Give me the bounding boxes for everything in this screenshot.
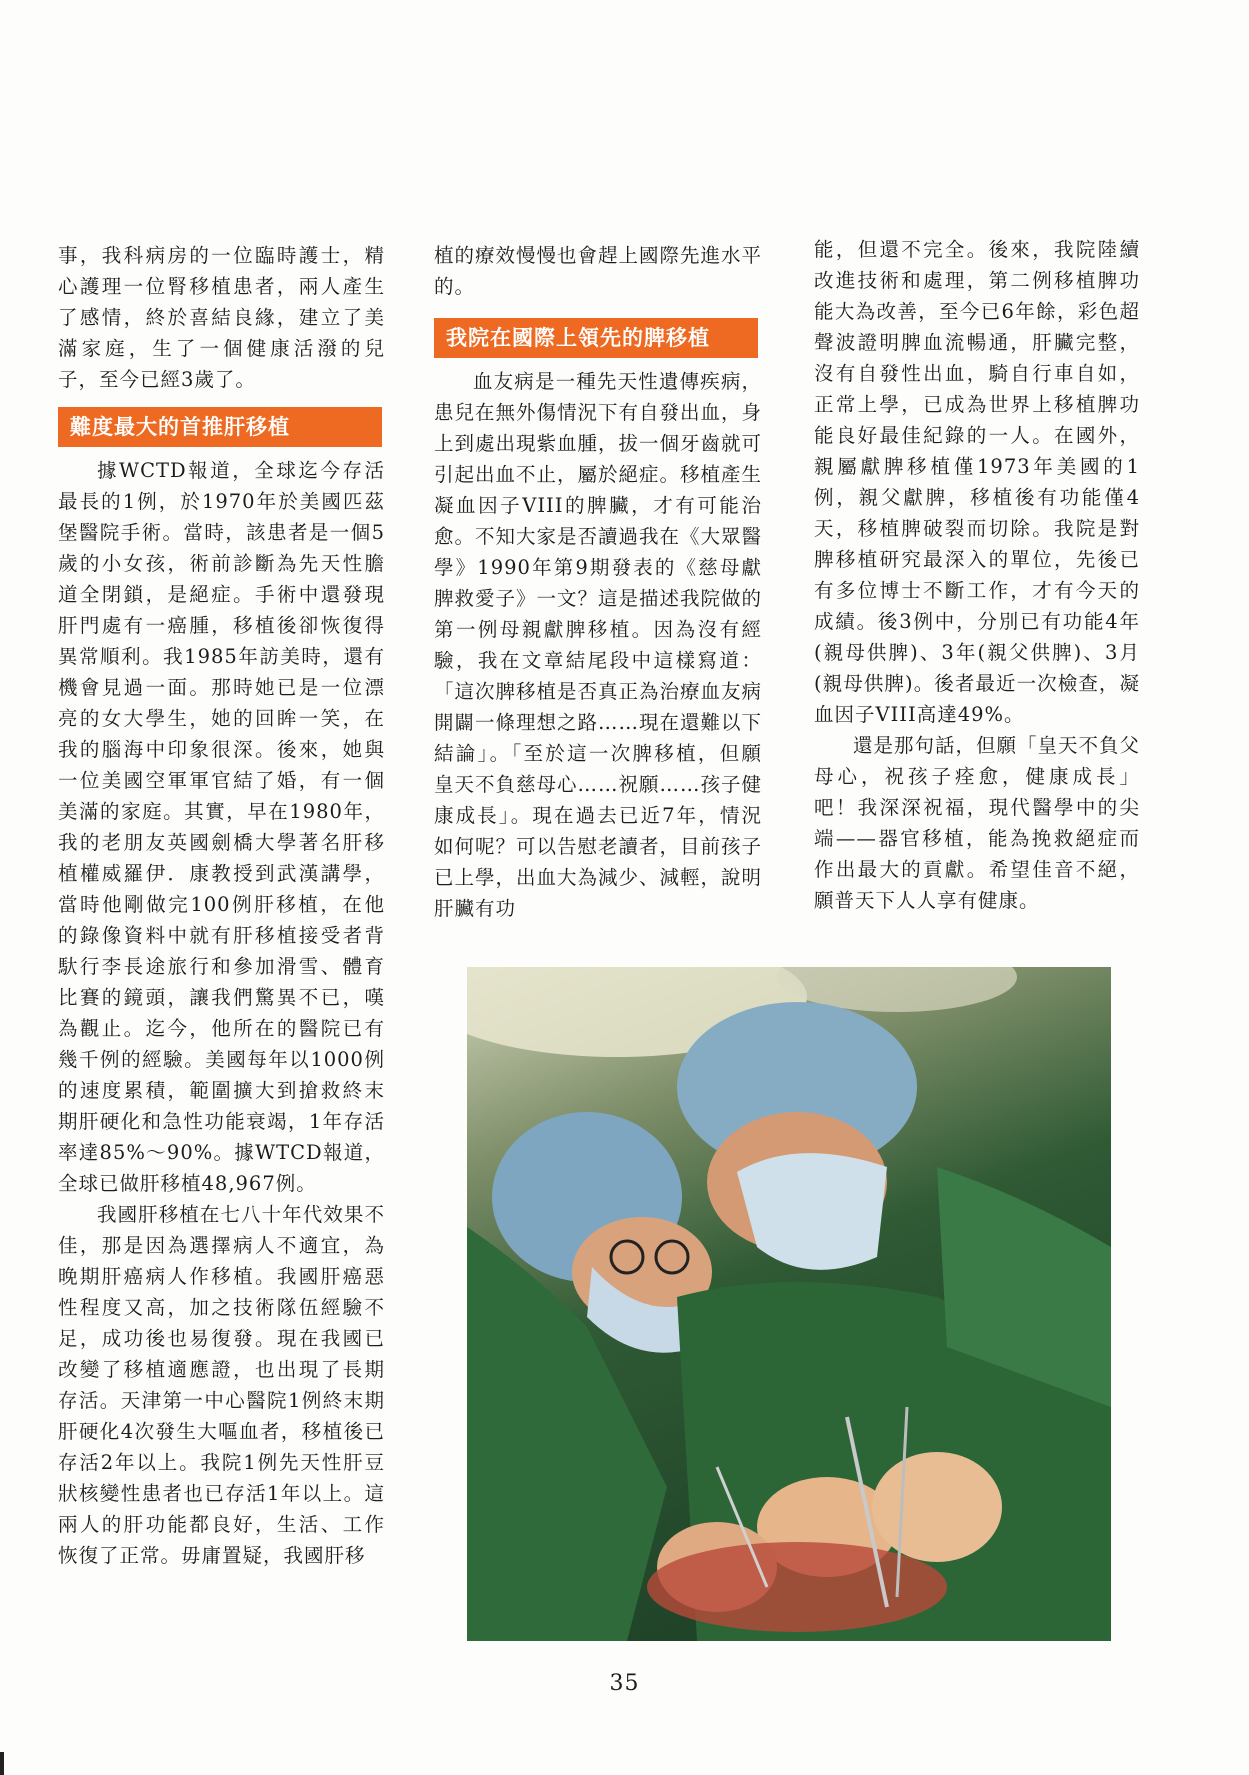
paragraph: 血友病是一種先天性遺傳疾病，患兒在無外傷情況下有自發出血，身上到處出現紫血腫，拔一個牙齒就可引起出血不止，屬於絕症。移植產生凝血因子VIII的脾臟，才有可能治愈。不知大家是否讀過我在《大眾醫學》1990年第9期發表的《慈母獻脾救愛子》一文？這是描述我院做的第一例母親獻脾移植。因為沒有經驗，我在文章結尾段中這樣寫道：「這次脾移植是否真正為治療血友病開闢一條理想之路……現在還難以下結論」。「至於這一次脾移植，但願皇天不負慈母心……祝願……孩子健康成長」。現在過去已近7年，情況如何呢？可以告慰老讀者，目前孩子已上學，出血大為減少、減輕，說明肝臟有功	[434, 370, 763, 920]
section-heading-spleen-transplant: 我院在國際上領先的脾移植	[434, 318, 758, 358]
paragraph: 能，但還不完全。後來，我院陸續改進技術和處理，第二例移植脾功能大為改善，至今已6年餘，彩色超聲波證明脾血流暢通，肝臟完整，沒有自發性出血，騎自行車自如，正常上學，已成為世界上移植脾功能良好最佳紀錄的一人。在國外，親屬獻脾移植僅1973年美國的1例，親父獻脾，移植後有功能僅4天，移植脾破裂而切除。我院是對脾移植研究最深入的單位，先後已有多位博士不斷工作，才有今天的成績。後3例中，分別已有功能4年(親母供脾)、3年(親父供脾)、3月(親母供脾)。後者最近一次檢查，凝血因子VIII高達49%。	[814, 238, 1140, 726]
paragraph: 還是那句話，但願「皇天不負父母心，祝孩子痊愈，健康成長」吧！我深深祝福，現代醫學中的尖端——器官移植，能為挽救絕症而作出最大的貢獻。希望佳音不絕，願普天下人人享有健康。	[814, 734, 1141, 912]
paragraph: 據WCTD報道，全球迄今存活最長的1例，於1970年於美國匹茲堡醫院手術。當時，該患者是一個5歲的小女孩，術前診斷為先天性膽道全閉鎖，是絕症。手術中還發現肝門處有一癌腫，移植後卻恢復得異常順利。我1985年訪美時，還有機會見過一面。那時她已是一位漂亮的女大學生，她的回眸一笑，在我的腦海中印象很深。後來，她與一位美國空軍軍官結了婚，有一個美滿的家庭。其實，早在1980年，我的老朋友英國劍橋大學著名肝移植權威羅伊．康教授到武漢講學，當時他剛做完100例肝移植，在他的錄像資料中就有肝移植接受者背馱行李長途旅行和參加滑雪、體育比賽的鏡頭，讓我們驚異不已，嘆為觀止。迄今，他所在的醫院已有幾千例的經驗。美國每年以1000例的速度累積，範圍擴大到搶救終末期肝硬化和急性功能衰竭，1年存活率達85%～90%。據WTCD報道，全球已做肝移植48,967例。	[58, 459, 385, 1195]
text-column-1	[58, 240, 385, 1571]
scan-edge-mark	[0, 1752, 4, 1775]
page-number: 35	[609, 1671, 640, 1696]
paragraph: 事，我科病房的一位臨時護士，精心護理一位腎移植患者，兩人產生了感情，終於喜結良緣，建立了美滿家庭，生了一個健康活潑的兒子，至今已經3歲了。	[58, 244, 385, 391]
section-heading-liver-transplant: 難度最大的首推肝移植	[58, 407, 382, 447]
text-column-2	[434, 240, 762, 924]
paragraph: 植的療效慢慢也會趕上國際先進水平的。	[434, 244, 763, 298]
paragraph: 我國肝移植在七八十年代效果不佳，那是因為選擇病人不適宜，為晚期肝癌病人作移植。我國肝癌惡性程度又高，加之技術隊伍經驗不足，成功後也易復發。現在我國已改變了移植適應證，也出現了長期存活。天津第一中心醫院1例終末期肝硬化4次發生大嘔血者，移植後已存活2年以上。我院1例先天性肝豆狀核變性患者也已存活1年以上。這兩人的肝功能都良好，生活、工作恢復了正常。毋庸置疑，我國肝移	[58, 1203, 385, 1567]
surgery-photo	[467, 967, 1111, 1641]
text-column-3	[814, 234, 1140, 916]
